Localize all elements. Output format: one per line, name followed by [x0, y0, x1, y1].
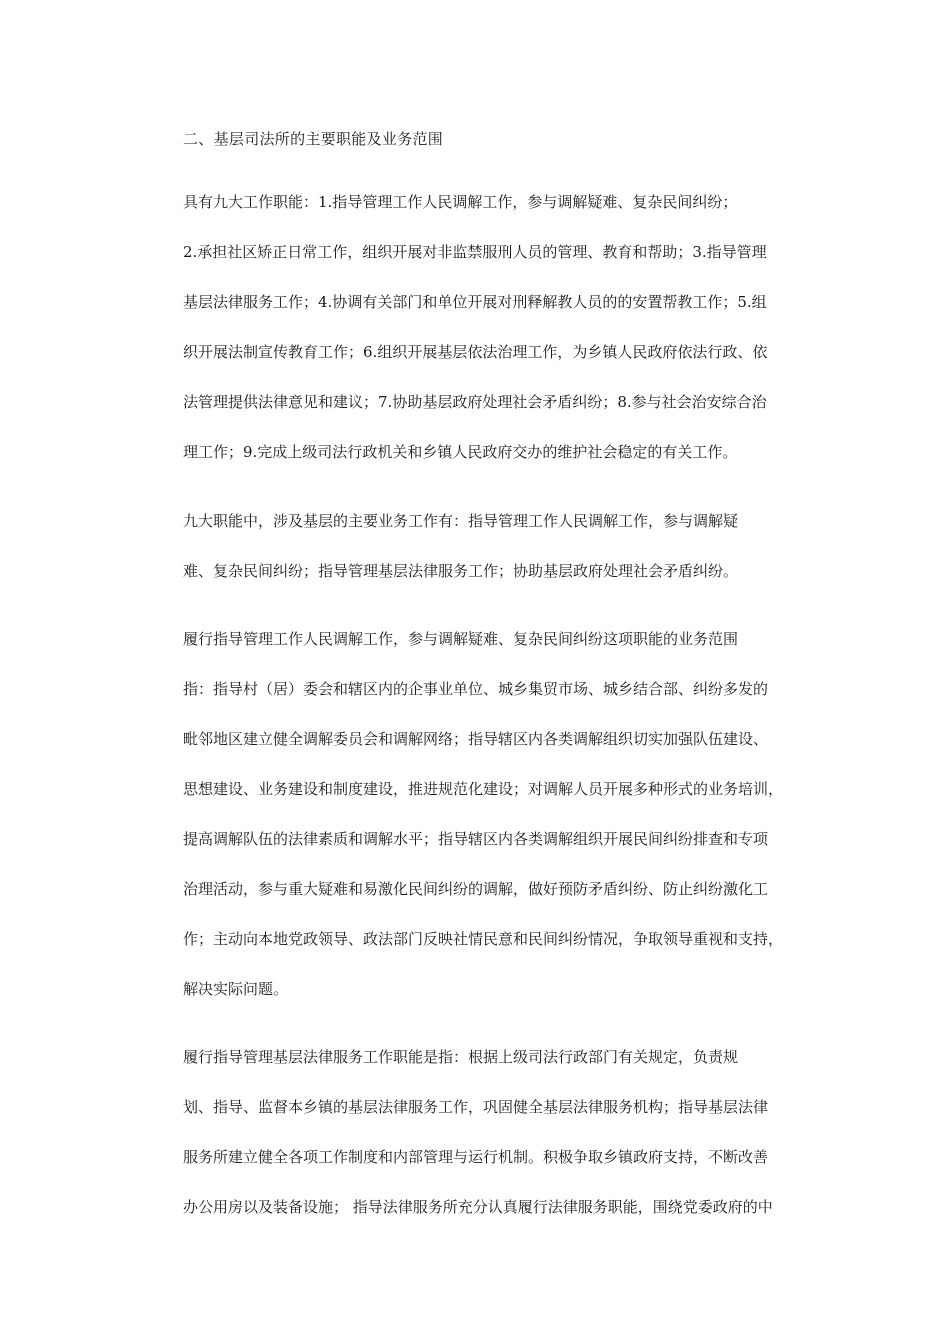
paragraph-line: 理工作；9.完成上级司法行政机关和乡镇人民政府交办的维护社会稳定的有关工作。	[183, 443, 738, 461]
paragraph-line: 指：指导村（居）委会和辖区内的企事业单位、城乡集贸市场、城乡结合部、纠纷多发的	[183, 680, 769, 698]
paragraph-line: 九大职能中，涉及基层的主要业务工作有：指导管理工作人民调解工作，参与调解疑	[183, 512, 739, 530]
paragraph-line: 履行指导管理基层法律服务工作职能是指：根据上级司法行政部门有关规定，负责规	[183, 1048, 739, 1066]
section-heading: 二、基层司法所的主要职能及业务范围	[183, 130, 444, 148]
paragraph-line: 思想建设、业务建设和制度建设，推进规范化建设；对调解人员开展多种形式的业务培训，	[183, 780, 784, 798]
paragraph-line: 具有九大工作职能：1.指导管理工作人民调解工作，参与调解疑难、复杂民间纠纷；	[183, 193, 738, 211]
paragraph-line: 提高调解队伍的法律素质和调解水平；指导辖区内各类调解组织开展民间纠纷排查和专项	[183, 830, 769, 848]
paragraph-functions	[145, 177, 815, 477]
paragraph-line: 服务所建立健全各项工作制度和内部管理与运行机制。积极争取乡镇政府支持，不断改善	[183, 1148, 769, 1166]
paragraph-line: 办公用房以及装备设施； 指导法律服务所充分认真履行法律服务职能，围绕党委政府的中	[183, 1198, 773, 1216]
paragraph-main-business	[145, 496, 815, 596]
paragraph-line: 基层法律服务工作；4.协调有关部门和单位开展对刑释解教人员的的安置帮教工作；5.组	[183, 293, 767, 311]
paragraph-line: 解决实际问题。	[183, 980, 289, 998]
paragraph-line: 难、复杂民间纠纷；指导管理基层法律服务工作；协助基层政府处理社会矛盾纠纷。	[183, 562, 739, 580]
paragraph-legal-service-scope	[145, 1032, 815, 1232]
paragraph-line: 2.承担社区矫正日常工作，组织开展对非监禁服刑人员的管理、教育和帮助；3.指导管理	[183, 243, 767, 261]
paragraph-mediation-scope	[145, 614, 815, 1014]
paragraph-line: 划、指导、监督本乡镇的基层法律服务工作，巩固健全基层法律服务机构；指导基层法律	[183, 1098, 769, 1116]
paragraph-line: 法管理提供法律意见和建议；7.协助基层政府处理社会矛盾纠纷；8.参与社会治安综合治	[183, 393, 767, 411]
paragraph-line: 治理活动，参与重大疑难和易激化民间纠纷的调解，做好预防矛盾纠纷、防止纠纷激化工	[183, 880, 769, 898]
paragraph-line: 作；主动向本地党政领导、政法部门反映社情民意和民间纠纷情况，争取领导重视和支持，	[183, 930, 784, 948]
paragraph-line: 织开展法制宣传教育工作；6.组织开展基层依法治理工作，为乡镇人民政府依法行政、依	[183, 343, 768, 361]
paragraph-line: 毗邻地区建立健全调解委员会和调解网络；指导辖区内各类调解组织切实加强队伍建设、	[183, 730, 769, 748]
paragraph-line: 履行指导管理工作人民调解工作，参与调解疑难、复杂民间纠纷这项职能的业务范围	[183, 630, 739, 648]
